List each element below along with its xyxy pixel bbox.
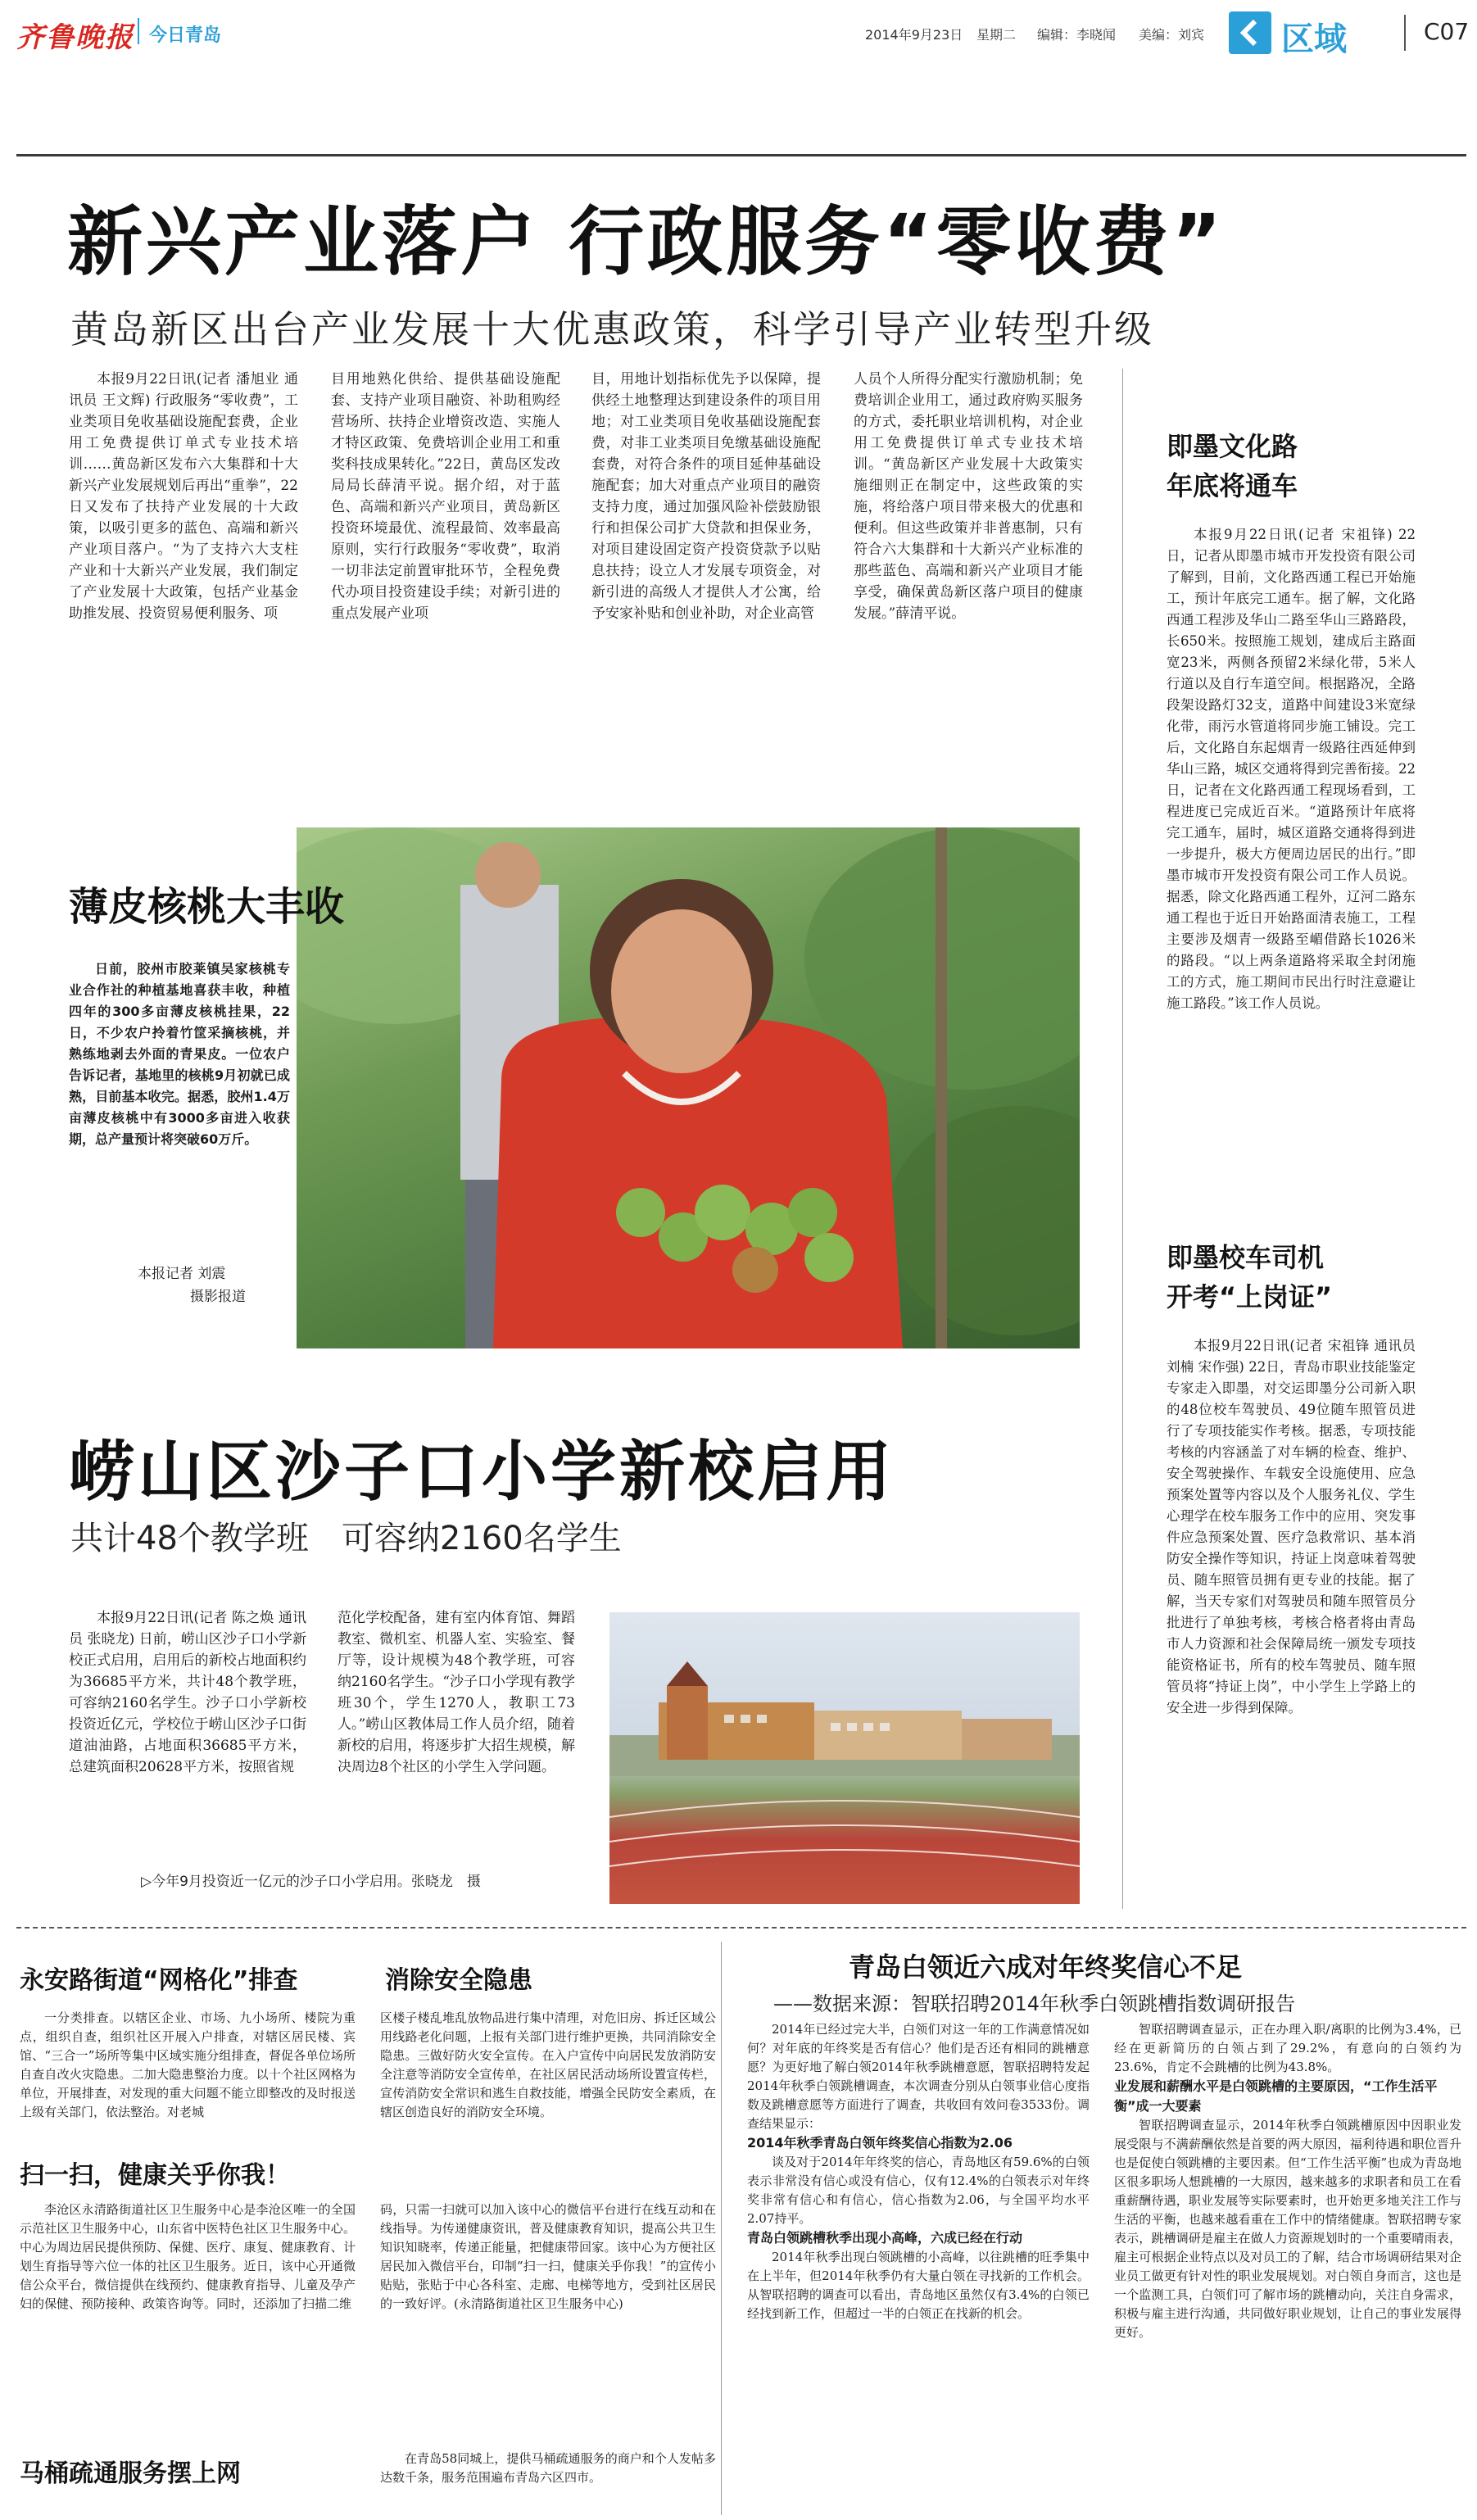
- jimo-road-headline-1: 即墨文化路: [1167, 431, 1298, 462]
- walnut-body: [69, 959, 290, 1150]
- health-text-1: 李沧区永清路街道社区卫生服务中心是李沧区唯一的全国示范社区卫生服务中心，山东省中医特色社区卫生服务中心。中心为周边居民提供预防、保健、医疗、康复、健康教育、计划生育指导等六位一体的社区卫生服务。近日，该中心开通微信公众平台，微信提供在线预约、健康教育指导、儿童及孕产妇的保健、预防接种、政策咨询等。同时，还添加了扫描二维: [20, 2202, 356, 2311]
- jimo-road-text: 本报9月22日讯(记者 宋祖锋) 22日，记者从即墨市城市开发投资有限公司了解到，目前，文化路西通工程已开始施工，预计年底完工通车。据了解，文化路西通工程涉及华山二路至华山三路路段，长650米。按照施工规划，建成后主路面宽23米，两侧各预留2米绿化带，5米人行道以及自行车道空间。根据路况，全路段架设路灯32支，道路中间建设3米宽绿化带，雨污水管道将同步施工铺设。完工后，文化路自东起烟青一级路往西延伸到华山三路，城区交通将得到完善衔接。22日，记者在文化路西通工程现场看到，工程进度已完成近百米。“道路预计年底将完工通车，届时，城区道路交通将得到进一步提升，极大方便周边居民的出行。”即墨市城市开发投资有限公司工作人员说。据悉，除文化路西通工程外，辽河二路东通工程也于近日开始路面清表施工，工程主要涉及烟青一级路至嵋借路长1026米的路段。“以上两条道路将采取全封闭施工的方式，施工期间市民出行时注意避让施工路段。”该工作人员说。: [1167, 527, 1416, 1011]
- walnut-photo-art: [297, 827, 1080, 1348]
- walnut-credit-2: 摄影报道: [190, 1289, 246, 1305]
- survey-text-2: 智联招聘调查显示，正在办理入职/离职的比例为3.4%，已经在更新简历的白领占到了29.2%，有意向的白领约为23.6%，肯定不会跳槽的比例为43.8%。: [1114, 2022, 1461, 2074]
- region-badge: [1229, 11, 1417, 58]
- survey-column-2: [1114, 2020, 1461, 2515]
- grid-headline-1: 永安路街道“网格化”排查: [20, 1966, 298, 1995]
- right-column-divider: [1122, 369, 1123, 1909]
- lead-text-3: 目，用地计划指标优先予以保障，提供经土地整理达到建设条件的项目用地；对工业类项目免收基础设施配套费，对非工业类项目免缴基础设施配套费，对符合条件的项目延伸基础设施配套；加大对重点产业项目的融资支持力度，通过加强风险补偿鼓励银行和担保公司扩大贷款和担保业务，对项目建设固定资产投资贷款予以贴息扶持；设立人才发展专项资金，对新引进的高级人才提供人才公寓，给予安家补贴和创业补助，对企业高管: [591, 371, 821, 622]
- walnut-photo: [297, 827, 1080, 1348]
- laoshan-column-1: [69, 1607, 306, 1837]
- jimo-bus-body: [1167, 1335, 1416, 1909]
- survey-text-1b: 谈及对于2014年年终奖的信心，青岛地区有59.6%的白领表示非常没有信心或没有信心，仅有12.4%的白领表示对年终奖非常有信心和有信心，信心指数为2.06，与全国平均水平2.07持平。: [747, 2155, 1090, 2226]
- paper-name: 齐鲁晚报: [16, 21, 134, 54]
- bottom-column-divider: [721, 1942, 722, 2515]
- lead-headline: 新兴产业落户 行政服务“零收费”: [67, 198, 1225, 286]
- masthead: [0, 0, 1477, 64]
- toilet-body: [380, 2450, 716, 2507]
- chevron-left-icon: [1229, 11, 1271, 54]
- jimo-road-headline-2: 年底将通车: [1167, 470, 1298, 501]
- lead-column-2: [331, 369, 560, 778]
- lead-column-3: [591, 369, 821, 778]
- jimo-bus-headline-2: 开考“上岗证”: [1167, 1281, 1333, 1312]
- walnut-credit-1: 本报记者 刘震: [138, 1266, 226, 1282]
- survey-column-1: [747, 2020, 1090, 2515]
- survey-text-1: 2014年已经过完大半，白领们对这一年的工作满意情况如何？对年底的年终奖是否有信心？他们是否还有相同的跳槽意愿？为更好地了解白领2014年秋季跳槽意愿，智联招聘特发起2014年秋季白领跳槽调查，本次调查分别从白领事业信心度指数及跳槽意愿等方面进行了调查，共收回有效问卷3533份。调查结果显示：: [747, 2022, 1090, 2131]
- grid-column-2: [380, 2009, 716, 2148]
- survey-text-1c: 2014年秋季出现白领跳槽的小高峰，以往跳槽的旺季集中在上半年，但2014年秋季仍有大量白领在寻找新的工作机会。从智联招聘的调查可以看出，青岛地区虽然仅有3.4%的白领已经找到新工作，但超过一半的白领正在找新的机会。: [747, 2250, 1090, 2321]
- health-text-2: 码，只需一扫就可以加入该中心的微信平台进行在线互动和在线指导。为传递健康资讯，普及健康教育知识，提高公共卫生知识知晓率，传递正能量，把健康带回家。该中心为方便社区居民加入微信平台，印制“扫一扫，健康关乎你我！”的宣传小贴贴，张贴于中心各科室、走廊、电梯等地方，受到社区居民的一致好评。(永清路街道社区卫生服务中心): [380, 2202, 716, 2311]
- issue-date: 2014年9月23日: [865, 27, 963, 43]
- lead-text-4: 人员个人所得分配实行激励机制；免费培训企业用工，通过政府购买服务的方式，委托职业培训机构，对企业用工免费提供订单式专业技术培训。“黄岛新区产业发展十大政策实施细则正在制定中，这些政策的实施，将给落户项目带来极大的优惠和便利。但这些政策并非普惠制，只有符合六大集群和十大新兴产业标准的那些蓝色、高端和新兴产业项目才能享受，确保黄岛新区落户项目的健康发展。”薛清平说。: [854, 371, 1083, 622]
- jimo-road-body: [1167, 524, 1416, 1212]
- toilet-headline: 马桶疏通服务摆上网: [20, 2459, 241, 2488]
- walnut-text: 日前，胶州市胶莱镇吴家核桃专业合作社的种植基地喜获丰收，种植四年的300多亩薄皮核桃挂果，22日，不少农户拎着竹筐采摘核桃，并熟练地剥去外面的青果皮。一位农户告诉记者，基地里的核桃9月初就已成熟，目前基本收完。据悉，胶州1.4万亩薄皮核桃中有3000多亩进入收获期，总产量预计将突破60万斤。: [69, 961, 290, 1147]
- laoshan-column-2: [338, 1607, 575, 1837]
- school-caption: ▷今年9月投资近一亿元的沙子口小学启用。张晓龙 摄: [141, 1874, 481, 1890]
- grid-text-1: 一分类排查。以辖区企业、市场、九小场所、楼院为重点，组织自查，组织社区开展入户排查，对辖区居民楼、宾馆、“三合一”场所等集中区域实施分组排查，督促各单位场所自查自改火灾隐患。二加大隐患整治力度。以十个社区网格为单位，开展排查，对发现的重大问题不能立即整改的及时报送上级有关部门，依法整治。对老城: [20, 2010, 356, 2119]
- health-column-1: [20, 2200, 356, 2395]
- grid-column-1: [20, 2009, 356, 2148]
- page-number: C07: [1424, 18, 1470, 45]
- masthead-divider: [138, 18, 139, 44]
- jimo-bus-headline-1: 即墨校车司机: [1167, 1242, 1325, 1273]
- grid-headline-2: 消除安全隐患: [385, 1966, 532, 1995]
- jimo-bus-text: 本报9月22日讯(记者 宋祖锋 通讯员 刘楠 宋作强) 22日，青岛市职业技能鉴定专家走入即墨，对交运即墨分公司新入职的48位校车驾驶员、49位随车照管员进行了专项技能实作考核。据悉，专项技能考核的内容涵盖了对车辆的检查、维护、安全驾驶操作、车载安全设施使用、应急预案处置等内容以及个人服务礼仪、学生心理学在校车服务工作中的应用、突发事件应急预案处置、医疗急救常识、基本消防安全操作等知识，持证上岗意味着驾驶员、随车照管员拥有更专业的技能。据了解，当天专家们对驾驶员和随车照管员分批进行了单独考核，考核合格者将由青岛市人力资源和社会保障局统一颁发专项技能资格证书，所有的校车驾驶员、随车照管员将“持证上岗”，中小学生上学路上的安全进一步得到保障。: [1167, 1338, 1416, 1716]
- lead-text-2: 目用地熟化供给、提供基础设施配套、支持产业项目融资、补助租购经营场所、扶持企业增资改造、实施人才特区政策、免费培训企业用工和重奖科技成果转化。”22日，黄岛区发改局局长薛清平说。据介绍，对于蓝色、高端和新兴产业项目，黄岛新区投资环境最优、流程最简、效率最高原则，实行行政服务“零收费”，取消一切非法定前置审批环节，全程免费代办项目投资建设手续；对新引进的重点发展产业项: [331, 371, 560, 622]
- region-label: 区域: [1281, 20, 1347, 58]
- grid-text-2: 区楼子楼乱堆乱放物品进行集中清理，对危旧房、拆迁区域公用线路老化问题，上报有关部门进行维护更换，共同消除安全隐患。三做好防火安全宣传。在入户宣传中向居民发放消防安全注意等消防安全宣传单，在社区居民活动场所设置宣传栏，宣传消防安全常识和逃生自救技能，增强全民防安全素质，在辖区创造良好的消防安全环境。: [380, 2010, 716, 2119]
- survey-text-2b: 智联招聘调查显示，2014年秋季白领跳槽原因中因职业发展受限与不满薪酬依然是首要的两大原因，福利待遇和职位晋升也是促使白领跳槽的主要因素。但“工作生活平衡”也成为青岛地区很多职场人想跳槽的一大原因，越来越多的求职者和员工在看重薪酬待遇，职业发展等实际要素时，也开始更多地关注工作与生活的平衡，也越来越看重在工作中的情绪健康。智联招聘专家表示，跳槽调研是雇主在做人力资源规划时的一个重要晴雨表，雇主可根据企业特点以及对员工的了解，结合市场调研结果对企业员工做更有针对性的职业发展规划。对白领自身而言，这也是一个监测工具，白领们可了解市场的跳槽动向，关注自身需求，积极与雇主进行沟通，共同做好职业规划，让自己的事业发展得更好。: [1114, 2118, 1461, 2340]
- bottom-section-dash: [16, 1927, 1466, 1929]
- lead-column-4: [854, 369, 1083, 778]
- masthead-rule: [16, 154, 1466, 156]
- laoshan-headline: 崂山区沙子口小学新校启用: [69, 1434, 895, 1510]
- health-column-2: [380, 2200, 716, 2395]
- issue-weekday: 星期二: [976, 27, 1017, 43]
- school-photo: [609, 1612, 1080, 1904]
- lead-text-1: 本报9月22日讯(记者 潘旭业 通讯员 王文辉) 行政服务“零收费”，工业类项目免收基础设施配套费，企业用工免费提供订单式专业技术培训……黄岛新区发布六大集群和十大新兴产业发展规划后再出“重拳”，22日又发布了扶持产业发展的十大政策，以吸引更多的蓝色、高端和新兴产业项目落户。“为了支持六大支柱产业和十大新兴产业发展，我们制定了产业发展十大政策，包括产业基金助推发展、投资贸易便利服务、项: [69, 371, 298, 622]
- walnut-headline: 薄皮核桃大丰收: [69, 884, 345, 930]
- survey-subhead-2: 青岛白领跳槽秋季出现小高峰，六成已经在行动: [747, 2230, 1023, 2246]
- designer-credit: 美编：刘宾: [1139, 27, 1205, 43]
- survey-subheadline: ——数据来源：智联招聘2014年秋季白领跳槽指数调研报告: [773, 1992, 1296, 2015]
- laoshan-subheadline: 共计48个教学班 可容纳2160名学生: [70, 1520, 622, 1557]
- survey-subhead-1: 2014年秋季青岛白领年终奖信心指数为2.06: [747, 2135, 1013, 2151]
- laoshan-text-1: 本报9月22日讯(记者 陈之焕 通讯员 张晓龙) 日前，崂山区沙子口小学新校正式启用，启用后的新校占地面积约为36685平方米，共计48个教学班，可容纳2160名学生。沙子口小学新校投资近亿元，学校位于崂山区沙子口街道油油路，占地面积36685平方米，总建筑面积20628平方米，按照省规: [69, 1610, 306, 1775]
- editor-credit: 编辑：李晓闻: [1037, 27, 1117, 43]
- lead-subheadline: 黄岛新区出台产业发展十大优惠政策，科学引导产业转型升级: [70, 307, 1154, 351]
- survey-subhead-3: 业发展和薪酬水平是白领跳槽的主要原因，“工作生活平衡”成一大要素: [1114, 2078, 1438, 2114]
- laoshan-text-2: 范化学校配备，建有室内体育馆、舞蹈教室、微机室、机器人室、实验室、餐厅等，设计规模为48个教学班，可容纳2160名学生。“沙子口小学现有教学班30个，学生1270人，教职工73人。”崂山区教体局工作人员介绍，随着新校的启用，将逐步扩大招生规模，解决周边8个社区的小学生入学问题。: [338, 1610, 575, 1775]
- school-photo-art: [609, 1612, 1080, 1904]
- lead-column-1: [69, 369, 298, 778]
- health-headline: 扫一扫，健康关乎你我！: [20, 2161, 290, 2190]
- section-name: 今日青岛: [149, 25, 222, 46]
- toilet-text: 在青岛58同城上，提供马桶疏通服务的商户和个人发帖多达数千条，服务范围遍布青岛六区四市。: [380, 2451, 716, 2485]
- region-divider: [1404, 15, 1406, 51]
- survey-headline: 青岛白领近六成对年终奖信心不足: [849, 1951, 1243, 1983]
